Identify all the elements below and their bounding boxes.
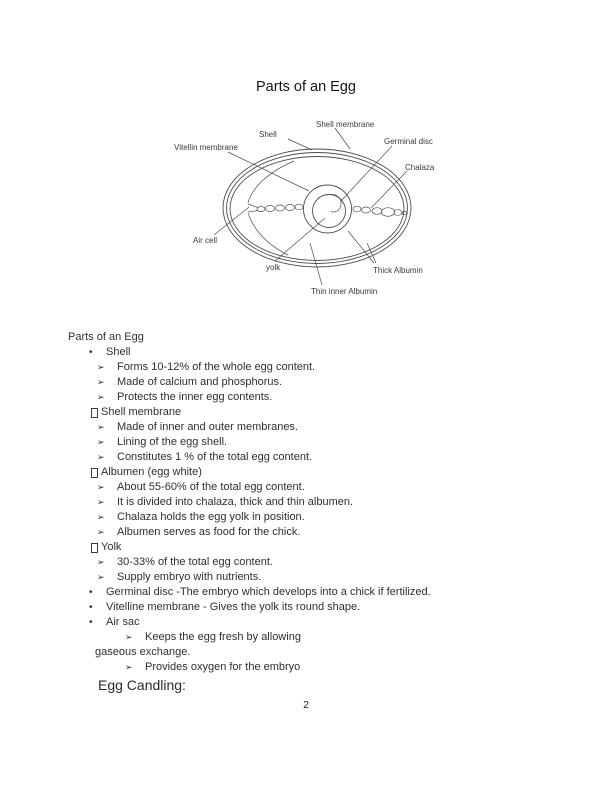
list-item [68,435,431,450]
label-yolk: yolk [266,263,281,272]
list-item-text: 30-33% of the total egg content. [117,556,273,568]
label-shell: Shell [259,130,277,139]
list-item [68,405,431,420]
bullet-dot-icon: • [89,347,93,358]
section-heading [68,330,431,345]
list-item-text: Albumen serves as food for the chick. [117,526,301,538]
list-item-text: Lining of the egg shell. [117,436,228,448]
list-item [68,630,431,645]
outline-block [68,330,431,694]
egg-outer-membrane-outline [227,153,408,264]
bullet-box-icon [91,408,98,418]
label-germinal-disc: Germinal disc [384,137,433,146]
subheading: Egg Candling: [98,677,186,693]
chalaza-left-chain [257,204,303,211]
list-item [68,660,431,675]
list-item [68,345,431,360]
egg-shell-outline [223,149,411,267]
list-item [68,525,431,540]
leader-thin-inner-albumin [310,243,322,285]
label-chalaza: Chalaza [405,163,435,172]
arrow-bullet-icon: ➢ [97,497,105,507]
egg-inner-membrane-outline [230,157,404,261]
list-item [68,360,431,375]
arrow-bullet-icon: ➢ [97,527,105,537]
leader-yolk [275,218,325,261]
list-item [68,510,431,525]
arrow-bullet-icon: ➢ [97,482,105,492]
list-item [68,375,431,390]
arrow-bullet-icon: ➢ [125,632,133,642]
leader-chalaza [371,171,407,208]
list-item [68,420,431,435]
list-item-text: Made of calcium and phosphorus. [117,376,283,388]
arrow-bullet-icon: ➢ [97,377,105,387]
arrow-bullet-icon: ➢ [97,557,105,567]
chalaza-attachment [248,204,258,212]
arrow-bullet-icon: ➢ [97,572,105,582]
list-item-text: Provides oxygen for the embryo [145,661,301,673]
outline-list [68,345,431,675]
leader-thick-albumin-1 [348,231,374,263]
list-item-text: Germinal disc -The embryo which develops into a chick if fertilized. [106,586,431,598]
list-item-text: Shell membrane [101,406,182,418]
list-item [68,450,431,465]
list-item-text: Protects the inner egg contents. [117,391,273,403]
leader-shell-membrane [335,128,350,149]
arrow-bullet-icon: ➢ [125,662,133,672]
bullet-dot-icon: • [89,587,93,598]
label-thin-inner-albumin: Thin inner Albumin [311,287,378,296]
list-item [68,390,431,405]
arrow-bullet-icon: ➢ [97,422,105,432]
section-heading-text: Parts of an Egg [68,331,144,343]
vitelline-membrane-circle [304,185,352,233]
bullet-dot-icon: • [89,602,93,613]
list-item-text: Shell [106,346,131,358]
leader-shell [288,139,312,150]
list-item [68,555,431,570]
list-item-text: About 55-60% of the total egg content. [117,481,305,493]
list-item [68,615,431,630]
list-item-text: Albumen (egg white) [101,466,202,478]
label-thick-albumin: Thick Albumin [373,266,423,275]
arrow-bullet-icon: ➢ [97,392,105,402]
list-item [68,495,431,510]
list-item-text: Constitutes 1 % of the total egg content. [117,451,313,463]
list-item-text: Made of inner and outer membranes. [117,421,298,433]
list-item-text: Vitelline membrane - Gives the yolk its round shape. [106,601,361,613]
germinal-disc-curve [327,194,341,212]
list-item-text: gaseous exchange. [95,646,191,658]
list-item [68,585,431,600]
label-shell-membrane: Shell membrane [316,120,375,129]
bullet-dot-icon: • [89,617,93,628]
label-air-cell: Air cell [193,236,218,245]
list-item [68,645,431,660]
page-number: 2 [303,699,309,711]
list-item [68,465,431,480]
egg-diagram [170,114,436,300]
list-item-text: Chalaza holds the egg yolk in position. [117,511,305,523]
list-item-text: It is divided into chalaza, thick and thin albumen. [117,496,354,508]
list-item [68,480,431,495]
chalaza-right-chain [353,206,407,216]
list-item [68,540,431,555]
list-item-text: Forms 10-12% of the whole egg content. [117,361,316,373]
leader-germinal-disc [341,146,392,201]
bullet-box-icon [91,543,98,553]
arrow-bullet-icon: ➢ [97,437,105,447]
arrow-bullet-icon: ➢ [97,452,105,462]
list-item-text: Keeps the egg fresh by allowing [145,631,301,643]
list-item [68,570,431,585]
list-item [68,600,431,615]
bullet-box-icon [91,468,98,478]
air-cell-curve-bottom [248,213,288,255]
arrow-bullet-icon: ➢ [97,512,105,522]
page-title: Parts of an Egg [256,79,356,95]
label-vitellin-membrane: Vitellin membrane [174,143,238,152]
leader-air-cell [214,207,249,235]
list-item-text: Supply embryo with nutrients. [117,571,262,583]
list-item-text: Air sac [106,616,140,628]
arrow-bullet-icon: ➢ [97,362,105,372]
list-item-text: Yolk [101,541,122,553]
